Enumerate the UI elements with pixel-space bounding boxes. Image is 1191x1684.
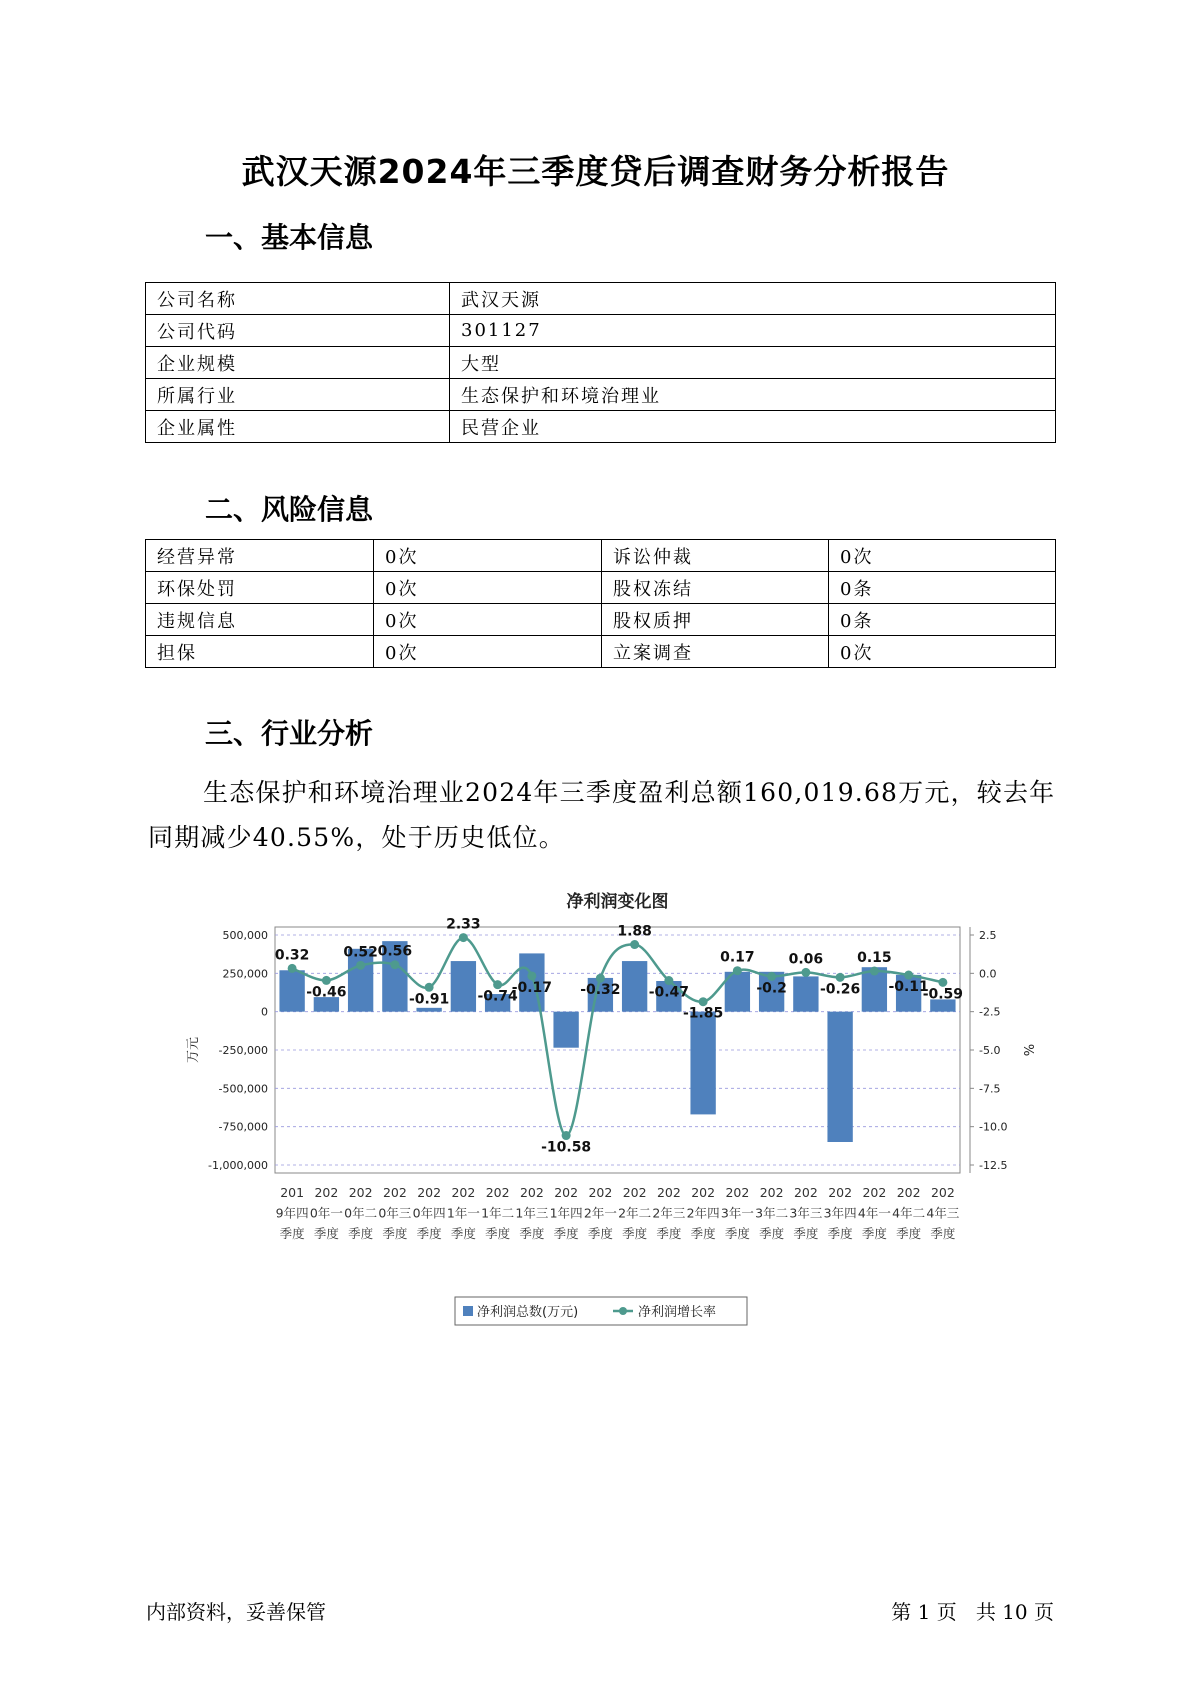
right-axis-tick-label: -10.0: [979, 1120, 1008, 1134]
bar: [690, 1012, 715, 1115]
risk-info-row: [146, 572, 1056, 604]
net-profit-chart: [180, 885, 1040, 1345]
left-axis-tick-label: 250,000: [222, 967, 268, 981]
risk-info-label: 股权质押: [602, 604, 829, 636]
basic-info-value: 生态保护和环境治理业: [450, 379, 1056, 411]
x-axis-category-label: 202 3年三季度: [789, 1185, 823, 1241]
growth-rate-label: 0.06: [788, 951, 824, 968]
basic-info-label: 企业属性: [146, 411, 450, 443]
left-axis-tick-label: -500,000: [218, 1082, 268, 1096]
basic-info-row: [146, 411, 1056, 443]
footer-page-number: 第 1 页: [891, 1600, 957, 1624]
basic-info-row: [146, 347, 1056, 379]
right-axis-tick-label: 2.5: [979, 929, 997, 942]
growth-rate-label: 0.32: [274, 947, 310, 964]
growth-rate-point: [288, 964, 297, 973]
left-axis-tick-label: 0: [261, 1005, 268, 1019]
legend-bar-swatch: [463, 1306, 473, 1316]
footer-page-info: [891, 1596, 1054, 1625]
growth-rate-point: [356, 961, 365, 970]
x-axis-category-label: 202 4年一季度: [857, 1185, 891, 1241]
x-axis-category-label: 202 1年一季度: [446, 1185, 480, 1241]
footer-total-pages: 共 10 页: [975, 1600, 1054, 1624]
risk-info-value: 0次: [374, 636, 602, 668]
risk-info-value: 0条: [829, 572, 1056, 604]
growth-rate-label: -0.32: [580, 982, 621, 999]
risk-info-label: 股权冻结: [602, 572, 829, 604]
basic-info-row: [146, 315, 1056, 347]
x-axis-category-label: 201 9年四季度: [275, 1185, 309, 1241]
growth-rate-label: -0.74: [477, 988, 518, 1005]
legend-line-marker: [619, 1307, 627, 1315]
basic-info-value: 武汉天源: [450, 283, 1056, 315]
bar: [279, 970, 304, 1011]
risk-info-label: 经营异常: [146, 540, 374, 572]
risk-info-value: 0次: [374, 540, 602, 572]
growth-rate-label: -0.46: [306, 984, 347, 1001]
right-axis-tick-label: -7.5: [979, 1082, 1001, 1096]
x-axis-category-label: 202 2年二季度: [618, 1185, 652, 1241]
growth-rate-label: 0.17: [720, 949, 755, 966]
basic-info-value: 民营企业: [450, 411, 1056, 443]
growth-rate-label: -1.85: [682, 1005, 724, 1022]
bar: [553, 1012, 578, 1048]
section-heading-risk: 二、风险信息: [205, 493, 374, 526]
x-axis-category-label: 202 2年四季度: [686, 1185, 720, 1241]
left-axis-tick-label: 500,000: [222, 929, 268, 942]
basic-info-row: [146, 379, 1056, 411]
growth-rate-point: [870, 967, 879, 976]
growth-rate-point: [390, 960, 399, 969]
risk-info-value: 0次: [829, 636, 1056, 668]
growth-rate-label: 0.52: [343, 944, 378, 961]
right-axis-title: %: [1020, 1043, 1035, 1057]
bar: [793, 976, 818, 1011]
growth-rate-label: 0.15: [857, 950, 892, 967]
growth-rate-point: [459, 933, 468, 942]
x-axis-category-label: 202 3年二季度: [755, 1185, 789, 1241]
chart-title: 净利润变化图: [566, 892, 669, 912]
growth-rate-label: 2.33: [446, 916, 481, 933]
basic-info-value: 大型: [450, 347, 1056, 379]
x-axis-category-label: 202 0年二季度: [344, 1185, 378, 1241]
risk-info-label: 违规信息: [146, 604, 374, 636]
right-axis-tick-label: 0.0: [979, 967, 997, 981]
legend-bar-label: 净利润总数(万元): [477, 1305, 579, 1320]
x-axis-category-label: 202 0年一季度: [309, 1185, 343, 1241]
footer-confidential-note: 内部资料，妥善保管: [146, 1600, 326, 1624]
left-axis-tick-label: -1,000,000: [208, 1159, 268, 1172]
x-axis-category-label: 202 1年二季度: [481, 1185, 515, 1241]
risk-info-label: 诉讼仲裁: [602, 540, 829, 572]
risk-info-label: 担保: [146, 636, 374, 668]
growth-rate-label: -0.47: [648, 984, 690, 1001]
bar: [451, 961, 476, 1012]
risk-info-value: 0次: [374, 572, 602, 604]
basic-info-label: 企业规模: [146, 347, 450, 379]
x-axis-category-label: 202 3年一季度: [720, 1185, 754, 1241]
growth-rate-label: 1.88: [617, 923, 652, 940]
risk-info-row: [146, 604, 1056, 636]
growth-rate-label: -0.59: [922, 986, 964, 1003]
x-axis-category-label: 202 0年三季度: [378, 1185, 412, 1241]
growth-rate-label: 0.56: [377, 943, 413, 960]
growth-rate-label: -0.11: [888, 979, 929, 996]
left-axis-tick-label: -750,000: [218, 1120, 268, 1134]
basic-info-value: 301127: [450, 315, 1056, 347]
risk-info-row: [146, 636, 1056, 668]
x-axis-category-label: 202 4年二季度: [892, 1185, 926, 1241]
basic-info-label: 公司代码: [146, 315, 450, 347]
basic-info-table: [145, 282, 1056, 443]
basic-info-label: 所属行业: [146, 379, 450, 411]
growth-rate-point: [630, 940, 639, 949]
growth-rate-point: [801, 968, 810, 977]
document-title: 武汉天源2024年三季度贷后调查财务分析报告: [241, 152, 950, 191]
right-axis-tick-label: -5.0: [979, 1044, 1001, 1057]
section-heading-industry: 三、行业分析: [205, 717, 374, 750]
right-axis-tick-label: -2.5: [979, 1005, 1001, 1019]
left-axis-tick-label: -250,000: [218, 1044, 268, 1057]
industry-analysis-text: 生态保护和环境治理业2024年三季度盈利总额160,019.68万元，较去年同期减少40.55%，处于历史低位。: [148, 778, 1056, 852]
growth-rate-label: -0.91: [408, 991, 450, 1008]
growth-rate-label: -10.58: [541, 1139, 592, 1156]
risk-info-value: 0次: [829, 540, 1056, 572]
x-axis-category-label: 202 4年三季度: [926, 1185, 960, 1241]
risk-info-table: [145, 539, 1056, 668]
growth-rate-label: -0.26: [819, 981, 861, 998]
section-heading-basic: 一、基本信息: [205, 221, 374, 254]
bar: [622, 961, 647, 1012]
basic-info-label: 公司名称: [146, 283, 450, 315]
bar: [416, 1008, 441, 1012]
x-axis-category-label: 202 2年一季度: [583, 1185, 617, 1241]
x-axis-category-label: 202 3年四季度: [823, 1185, 857, 1241]
basic-info-row: [146, 283, 1056, 315]
risk-info-label: 环保处罚: [146, 572, 374, 604]
risk-info-value: 0条: [829, 604, 1056, 636]
x-axis-category-label: 202 0年四季度: [412, 1185, 446, 1241]
x-axis-category-label: 202 1年三季度: [515, 1185, 549, 1241]
growth-rate-label: -0.17: [511, 979, 553, 996]
risk-info-row: [146, 540, 1056, 572]
growth-rate-label: -0.2: [756, 980, 787, 997]
x-axis-category-label: 202 2年三季度: [652, 1185, 686, 1241]
legend-line-label: 净利润增长率: [638, 1305, 717, 1320]
growth-rate-point: [733, 966, 742, 975]
risk-info-label: 立案调查: [602, 636, 829, 668]
risk-info-value: 0次: [374, 604, 602, 636]
left-axis-title: 万元: [186, 1036, 201, 1064]
bar: [827, 1012, 852, 1142]
right-axis-tick-label: -12.5: [979, 1159, 1008, 1172]
x-axis-category-label: 202 1年四季度: [549, 1185, 583, 1241]
